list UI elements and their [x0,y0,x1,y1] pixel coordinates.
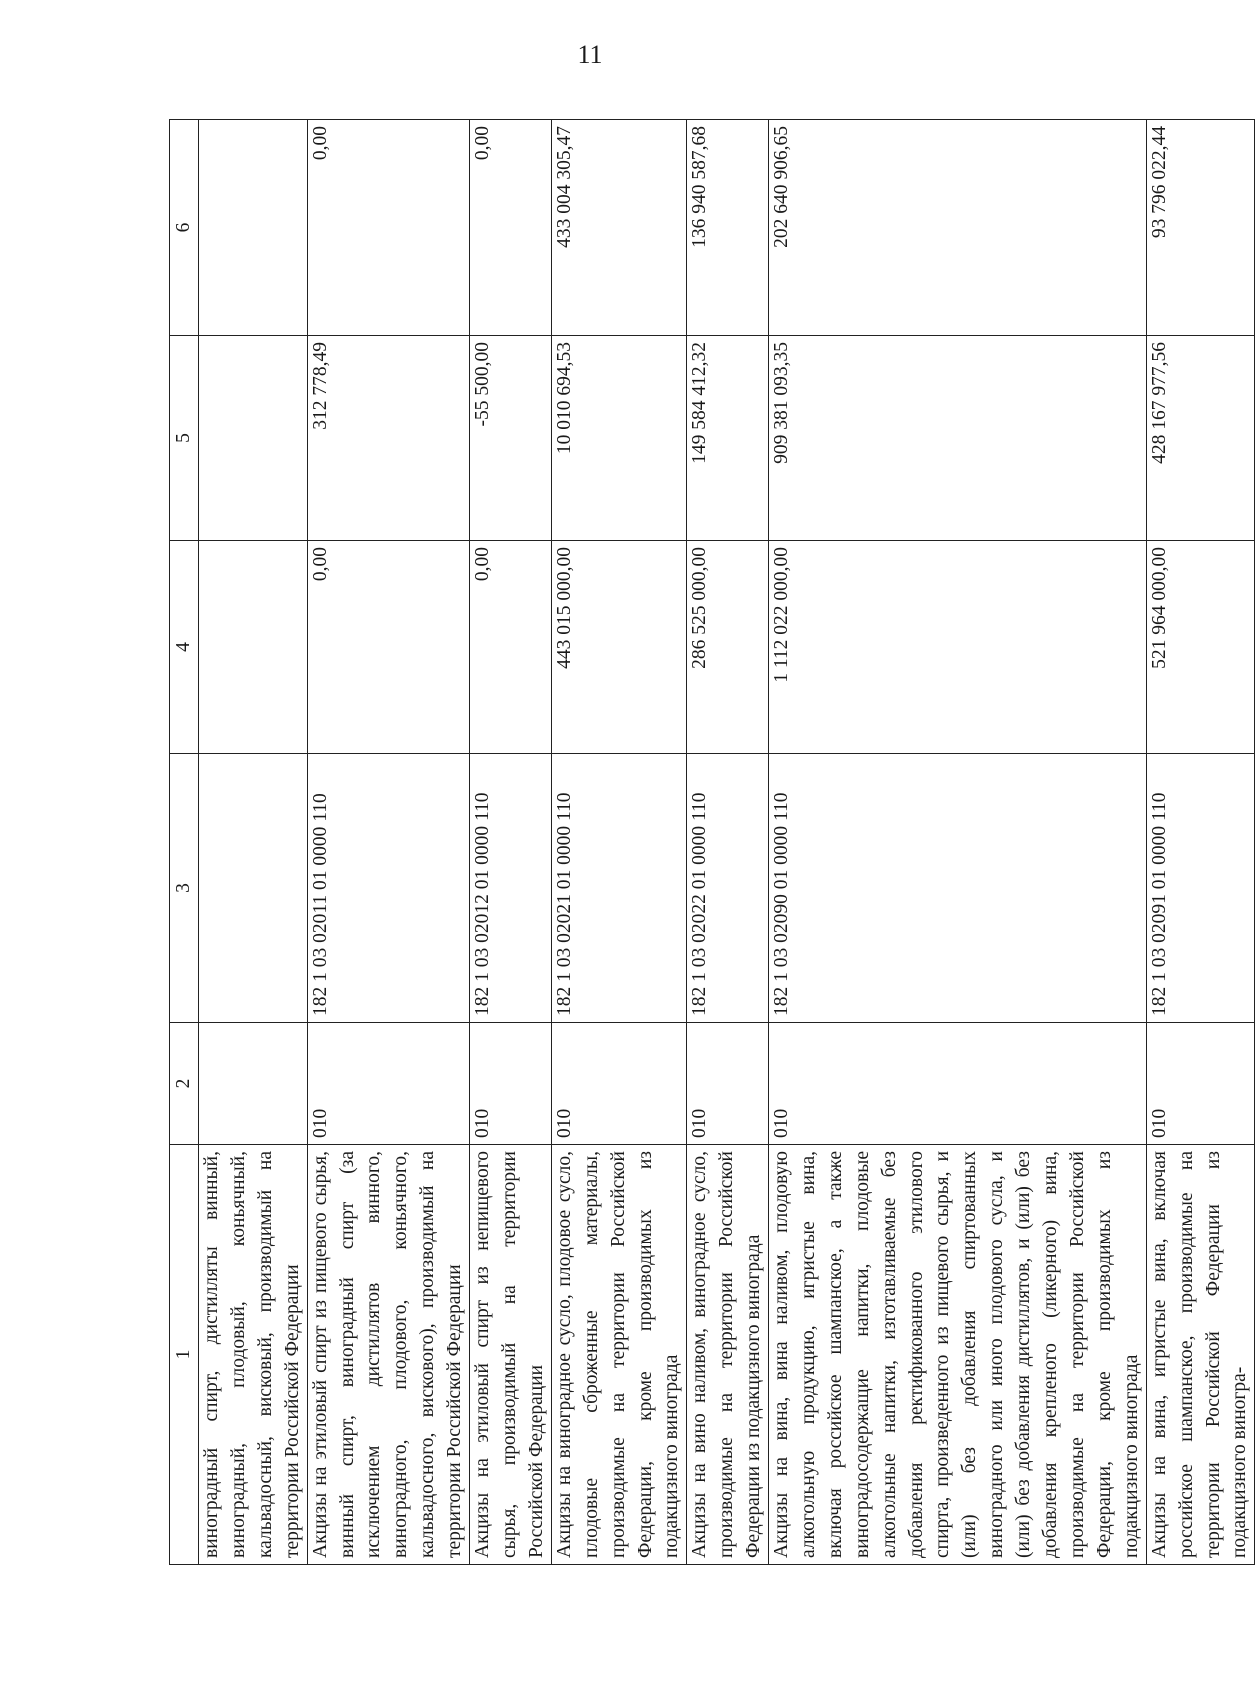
row-value-col4 [199,541,308,754]
row-kbk-cell [199,754,308,1023]
column-number-row [170,120,199,1565]
row-code-cell: 010 [1146,1023,1255,1145]
table-row [551,120,687,1565]
table-row [307,120,469,1565]
row-name-cell: Акцизы на этиловый спирт из непищевого сырья, производимый на территории Российской Федерации [470,1145,552,1565]
row-code-cell: 010 [307,1023,469,1145]
row-name-cell: Акцизы на виноградное сусло, плодовое сусло, плодовые сброженные материалы, производимые на территории Российской Федерации, кроме производимых из подакцизного винограда [551,1145,687,1565]
row-value-col6: 93 796 022,44 [1146,120,1255,336]
row-name-cell: Акцизы на этиловый спирт из пищевого сырья, винный спирт, виноградный спирт (за исключением дистиллятов винного, виноградного, плодового, коньячного, кальвадосного, вискового), производимый на территории Российской Федерации [307,1145,469,1565]
row-value-col5: 149 584 412,32 [687,336,769,541]
column-header-2: 2 [170,1023,199,1145]
row-name-cell: Акцизы на вино наливом, виноградное сусло, производимые на территории Российской Федерации из подакцизного винограда [687,1145,769,1565]
page-number: 11 [577,40,603,69]
row-kbk-cell: 182 1 03 02090 01 0000 110 [769,754,1147,1023]
row-value-col5: 428 167 977,56 [1146,336,1255,541]
row-code-cell [199,1023,308,1145]
row-value-col5: 909 381 093,35 [769,336,1147,541]
column-header-1: 1 [170,1145,199,1565]
row-value-col4: 286 525 000,00 [687,541,769,754]
row-value-col4: 0,00 [470,541,552,754]
row-code-cell: 010 [687,1023,769,1145]
column-header-6: 6 [170,120,199,336]
row-value-col4: 1 112 022 000,00 [769,541,1147,754]
table-row [769,120,1147,1565]
row-value-col4: 443 015 000,00 [551,541,687,754]
row-code-cell: 010 [551,1023,687,1145]
row-value-col5: -55 500,00 [470,336,552,541]
row-name-cell: виноградный спирт, дистилляты винный, виноградный, плодовый, коньячный, кальвадосный, висковый, производимый на территории Российской Федерации [199,1145,308,1565]
table-row [470,120,552,1565]
table-row [687,120,769,1565]
row-value-col5: 312 778,49 [307,336,469,541]
row-value-col6: 0,00 [470,120,552,336]
row-name-cell: Акцизы на вина, игристые вина, включая российское шампанское, производимые на территории Российской Федерации из подакцизного виногра- [1146,1145,1255,1565]
row-value-col6: 202 640 906,65 [769,120,1147,336]
row-value-col5 [199,336,308,541]
row-value-col6: 0,00 [307,120,469,336]
table-row [199,120,308,1565]
row-value-col5: 10 010 694,53 [551,336,687,541]
row-kbk-cell: 182 1 03 02012 01 0000 110 [470,754,552,1023]
row-name-cell: Акцизы на вина, вина наливом, плодовую алкогольную продукцию, игристые вина, включая российское шампанское, а также виноградосодержащие напитки, плодовые алкогольные напитки, изготавливаемые без добавления ректификованного этилового спирта, произведенного из пищевого сырья, и (или) без добавления спиртованных виноградного или иного плодового сусла, и (или) без добавления дистиллятов, и (или) без добавления крепленого (ликерного) вина, производимые на территории Российской Федерации, кроме производимых из подакцизного винограда [769,1145,1147,1565]
table-body [170,120,1255,1565]
row-value-col6: 136 940 587,68 [687,120,769,336]
table-row [1146,120,1255,1565]
row-value-col6: 433 004 305,47 [551,120,687,336]
excise-revenue-table [169,119,1255,1565]
row-code-cell: 010 [769,1023,1147,1145]
row-value-col4: 0,00 [307,541,469,754]
row-kbk-cell: 182 1 03 02021 01 0000 110 [551,754,687,1023]
row-kbk-cell: 182 1 03 02091 01 0000 110 [1146,754,1255,1023]
row-value-col4: 521 964 000,00 [1146,541,1255,754]
row-kbk-cell: 182 1 03 02022 01 0000 110 [687,754,769,1023]
column-header-5: 5 [170,336,199,541]
column-header-3: 3 [170,754,199,1023]
rotated-table-container [169,120,1251,1565]
row-kbk-cell: 182 1 03 02011 01 0000 110 [307,754,469,1023]
column-header-4: 4 [170,541,199,754]
row-value-col6 [199,120,308,336]
row-code-cell: 010 [470,1023,552,1145]
